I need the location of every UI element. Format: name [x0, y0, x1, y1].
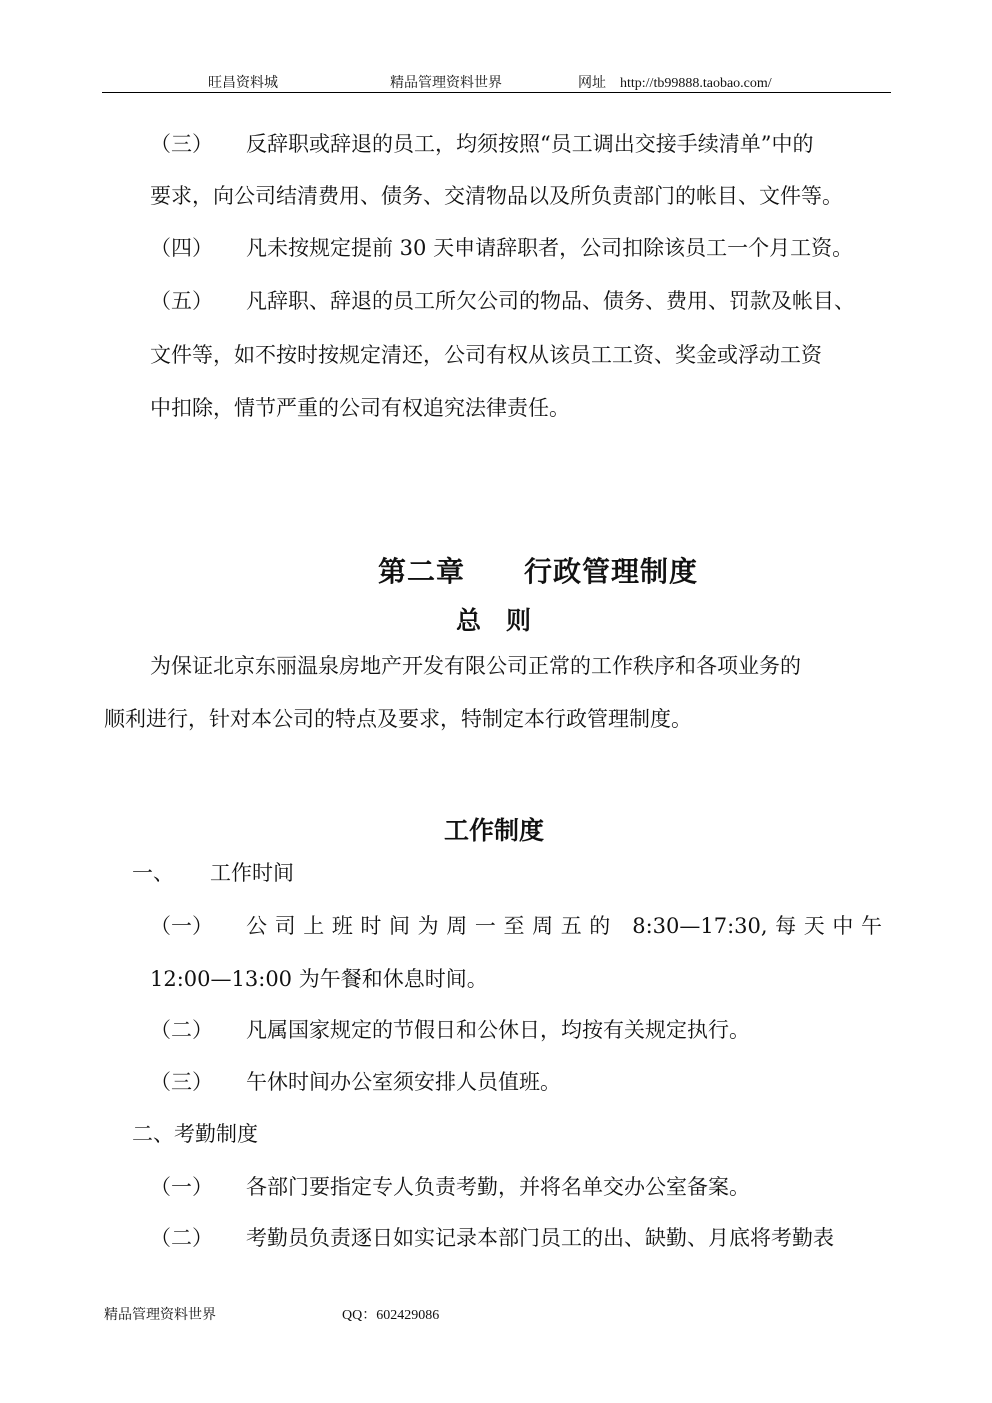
paragraph-line: 各部门要指定专人负责考勤，并将名单交办公室备案。 — [246, 1175, 750, 1199]
paragraph-line: 凡未按规定提前 30 天申请辞职者，公司扣除该员工一个月工资。 — [246, 236, 854, 260]
subsection-number: 一、 — [132, 861, 174, 885]
header-center-text: 精品管理资料世界 — [390, 76, 502, 91]
chapter-title: 行政管理制度 — [524, 555, 699, 588]
footer-qq-text: QQ：602429086 — [342, 1308, 440, 1323]
general-heading: 总 则 — [456, 606, 532, 635]
header-left-text: 旺昌资料城 — [208, 76, 278, 91]
item-label: （二） — [150, 1018, 213, 1042]
item-label: （三） — [150, 132, 213, 156]
header-url-text: 网址 http://tb99888.taobao.com/ — [578, 76, 772, 91]
item-label: （一） — [150, 1175, 213, 1199]
paragraph-line: 为保证北京东丽温泉房地产开发有限公司正常的工作秩序和各项业务的 — [150, 654, 801, 678]
item-label: （一） — [150, 914, 213, 938]
paragraph-line: 午休时间办公室须安排人员值班。 — [246, 1070, 561, 1094]
paragraph-line: 中扣除，情节严重的公司有权追究法律责任。 — [150, 396, 570, 420]
item-label: （四） — [150, 236, 213, 260]
paragraph-line: 公司上班时间为周一至周五的 8:30—17:30,每天中午 — [246, 914, 882, 938]
paragraph-line: 12:00—13:00 为午餐和休息时间。 — [150, 967, 488, 991]
paragraph-line: 反辞职或辞退的员工，均须按照“员工调出交接手续清单”中的 — [246, 132, 814, 156]
item-label: （五） — [150, 289, 213, 313]
subsection-title: 工作时间 — [210, 861, 294, 885]
paragraph-line: 要求，向公司结清费用、债务、交清物品以及所负责部门的帐目、文件等。 — [150, 184, 843, 208]
item-label: （二） — [150, 1226, 213, 1250]
chapter-number: 第二章 — [378, 555, 466, 588]
paragraph-line: 凡属国家规定的节假日和公休日，均按有关规定执行。 — [246, 1018, 750, 1042]
paragraph-line: 考勤员负责逐日如实记录本部门员工的出、缺勤、月底将考勤表 — [246, 1226, 834, 1250]
paragraph-line: 顺利进行，针对本公司的特点及要求，特制定本行政管理制度。 — [104, 707, 692, 731]
footer-left-text: 精品管理资料世界 — [104, 1308, 216, 1323]
header-divider — [102, 92, 891, 93]
paragraph-line: 凡辞职、辞退的员工所欠公司的物品、债务、费用、罚款及帐目、 — [246, 289, 855, 313]
work-system-heading: 工作制度 — [444, 816, 545, 845]
paragraph-line: 文件等，如不按时按规定清还，公司有权从该员工工资、奖金或浮动工资 — [150, 343, 822, 367]
item-label: （三） — [150, 1070, 213, 1094]
subsection-title: 二、考勤制度 — [132, 1122, 258, 1146]
